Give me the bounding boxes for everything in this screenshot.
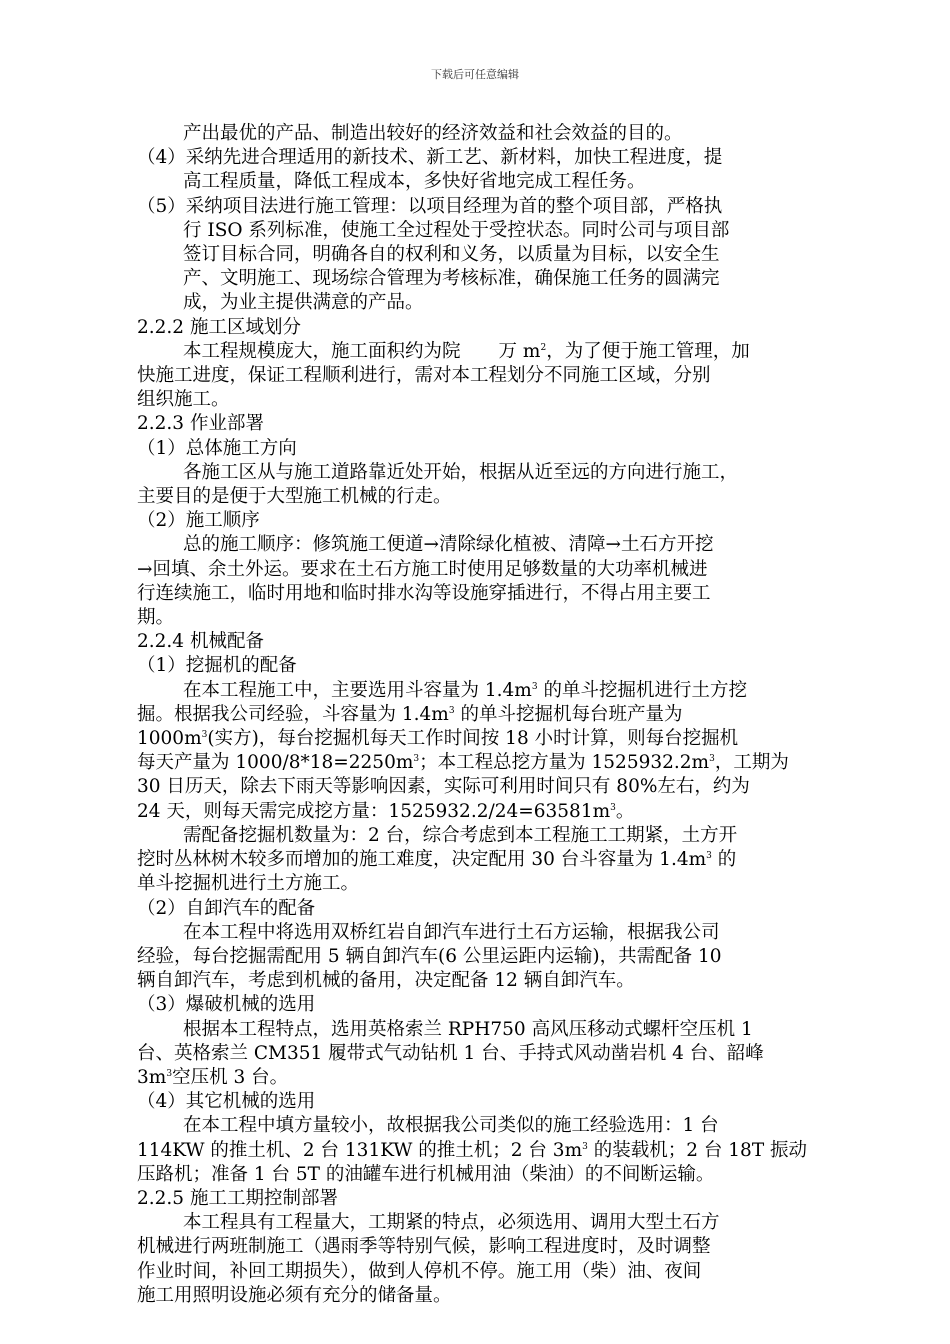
text-run: 期。 [137,607,175,629]
text-line [137,800,853,824]
text-line [137,340,853,364]
text-run: 快施工进度，保证工程顺利进行，需对本工程划分不同施工区域，分别 [137,365,711,387]
text-run: 30 日历天，除去下雨天等影响因素，实际可利用时间只有 80%左右，约为 [137,776,750,798]
text-run: →回填、余土外运。要求在土石方施工时使用足够数量的大功率机械进 [137,558,708,580]
text-run: （2）施工顺序 [137,510,260,532]
text-line [137,1235,853,1259]
text-line [137,727,853,751]
text-run: 采纳先进合理适用的新技术、新工艺、新材料，加快工程进度，提 [185,147,723,169]
text-line [137,606,853,630]
superscript: 2 [540,342,547,353]
text-line [137,1090,853,1114]
text-run: （1）挖掘机的配备 [137,655,297,677]
text-run: 成，为业主提供满意的产品。 [183,292,424,314]
text-line [137,146,853,170]
text-line [137,558,853,582]
text-run: 行连续施工，临时用地和临时排水沟等设施穿插进行，不得占用主要工 [137,582,711,604]
superscript: 3 [531,681,538,692]
text-run: 。 [615,800,635,822]
text-run: 主要目的是便于大型施工机械的行走。 [137,486,452,508]
text-run: （2）自卸汽车的配备 [137,897,316,919]
text-line [137,630,853,654]
text-line [137,824,853,848]
text-line [137,364,853,388]
document-body [137,122,853,1308]
text-run: 空压机 3 台。 [172,1066,289,1088]
text-run: ；本工程总挖方量为 1525932.2m [419,752,710,774]
text-line [137,412,853,436]
list-label: （4） [137,147,186,169]
text-run: 经验，每台挖掘需配用 5 辆自卸汽车(6 公里运距内运输)，共需配备 10 [137,945,722,967]
text-run: 2.2.5 施工工期控制部署 [137,1187,338,1209]
text-run: 机械进行两班制施工（遇雨季等特别气候，影响工程进度时，及时调整 [137,1236,711,1258]
text-line [137,1066,853,1090]
text-line [137,437,853,461]
text-run: 掘。根据我公司经验，斗容量为 1.4m [137,703,449,725]
superscript: 3 [610,802,616,813]
text-line [137,461,853,485]
page-header: 下载后可任意编辑 [431,68,519,81]
text-line [137,1187,853,1211]
list-label: （5） [137,195,186,217]
text-run: (实方)，每台挖掘机每天工作时间按 18 小时计算，则每台挖掘机 [207,728,739,750]
text-run: 辆自卸汽车，考虑到机械的备用，决定配备 12 辆自卸汽车。 [137,970,635,992]
text-line [137,1260,853,1284]
superscript: 3 [448,705,455,716]
text-line [137,509,853,533]
superscript: 3 [582,1141,588,1152]
text-run: 的单斗挖掘机进行土方挖 [537,679,747,701]
text-run: 1000m [137,728,202,750]
text-run: 114KW 的推土机、2 台 131KW 的推土机；2 台 3m [137,1139,583,1161]
text-run: 产、文明施工、现场综合管理为考核标准，确保施工任务的圆满完 [183,268,720,290]
text-run: 采纳项目法进行施工管理：以项目经理为首的整个项目部，严格执 [185,195,723,217]
text-line [137,703,853,727]
text-run: 总的施工顺序：修筑施工便道→清除绿化植被、清障→土石方开挖 [183,534,714,556]
text-line [137,993,853,1017]
text-run: 24 天，则每天需完成挖方量：1525932.2/24=63581m [137,800,611,822]
text-run: （1）总体施工方向 [137,437,297,459]
text-run: 需配备挖掘机数量为：2 台，综合考虑到本工程施工工期紧，土方开 [183,824,738,846]
text-line [137,122,853,146]
text-line [137,679,853,703]
text-line [137,1139,853,1163]
superscript: 3 [706,850,712,861]
text-line [137,872,853,896]
text-run: 2.2.4 机械配备 [137,631,264,653]
superscript: 3 [166,1068,173,1079]
text-line [137,775,853,799]
text-run: 各施工区从与施工道路靠近处开始，根据从近至远的方向进行施工， [183,461,739,483]
text-line [137,1163,853,1187]
text-run: （3）爆破机械的选用 [137,994,316,1016]
text-line [137,485,853,509]
text-run: 本工程具有工程量大，工期紧的特点，必须选用、调用大型土石方 [183,1212,720,1234]
text-run: 本工程规模庞大，施工面积约为院 [183,340,461,362]
text-run: 的 [711,849,737,871]
text-line [137,848,853,872]
text-line [137,582,853,606]
text-run: 万 m [498,340,541,362]
text-run: 在本工程中将选用双桥红岩自卸汽车进行土石方运输，根据我公司 [183,921,720,943]
text-line [137,243,853,267]
text-line [137,969,853,993]
text-run: 高工程质量，降低工程成本，多快好省地完成工程任务。 [183,171,646,193]
superscript: 3 [709,754,715,765]
text-run: 行 ISO 系列标准，使施工全过程处于受控状态。同时公司与项目部 [183,219,730,241]
text-line [137,388,853,412]
text-line [137,1211,853,1235]
text-run: 的单斗挖掘机每台班产量为 [454,703,683,725]
text-line [137,654,853,678]
text-run: 组织施工。 [137,389,230,411]
text-line [137,533,853,557]
text-run: 的装载机；2 台 18T 振动 [587,1139,808,1161]
text-line [137,1114,853,1138]
text-run: 根据本工程特点，选用英格索兰 RPH750 高风压移动式螺杆空压机 1 [183,1018,753,1040]
text-run: 施工用照明设施必须有充分的储备量。 [137,1284,452,1306]
text-line [137,897,853,921]
text-line [137,291,853,315]
text-run: 签订目标合同，明确各自的权利和义务，以质量为目标，以安全生 [183,244,720,266]
text-run: 单斗挖掘机进行土方施工。 [137,873,360,895]
superscript: 3 [413,754,420,765]
text-line [137,751,853,775]
superscript: 3 [201,729,208,740]
text-line [137,170,853,194]
text-run: 在本工程中填方量较小，故根据我公司类似的施工经验选用：1 台 [183,1115,719,1137]
text-run: 压路机；准备 1 台 5T 的油罐车进行机械用油（柴油）的不间断运输。 [137,1163,715,1185]
text-line [137,1018,853,1042]
text-line [137,945,853,969]
text-line [137,1042,853,1066]
text-line [137,195,853,219]
text-line [137,1284,853,1308]
text-run: 台、英格索兰 CM351 履带式气动钻机 1 台、手持式风动凿岩机 4 台、韶峰 [137,1042,764,1064]
text-run: ，为了便于施工管理，加 [546,340,750,362]
text-line [137,316,853,340]
text-run: 每天产量为 1000/8*18=2250m [137,752,414,774]
text-run: ，工期为 [714,752,789,774]
text-run: 2.2.2 施工区域划分 [137,316,301,338]
text-run: 作业时间，补回工期损失），做到人停机不停。施工用（柴）油、夜间 [137,1260,702,1282]
text-line [137,921,853,945]
text-run: 挖时丛林树木较多而增加的施工难度，决定配用 30 台斗容量为 1.4m [137,849,707,871]
text-run: 在本工程施工中，主要选用斗容量为 1.4m [183,679,532,701]
text-run: 3m [137,1066,167,1088]
text-run: 2.2.3 作业部署 [137,413,264,435]
text-run: （4）其它机械的选用 [137,1091,316,1113]
text-line [137,267,853,291]
text-line [137,219,853,243]
text-run: 产出最优的产品、制造出较好的经济效益和社会效益的目的。 [183,123,683,144]
